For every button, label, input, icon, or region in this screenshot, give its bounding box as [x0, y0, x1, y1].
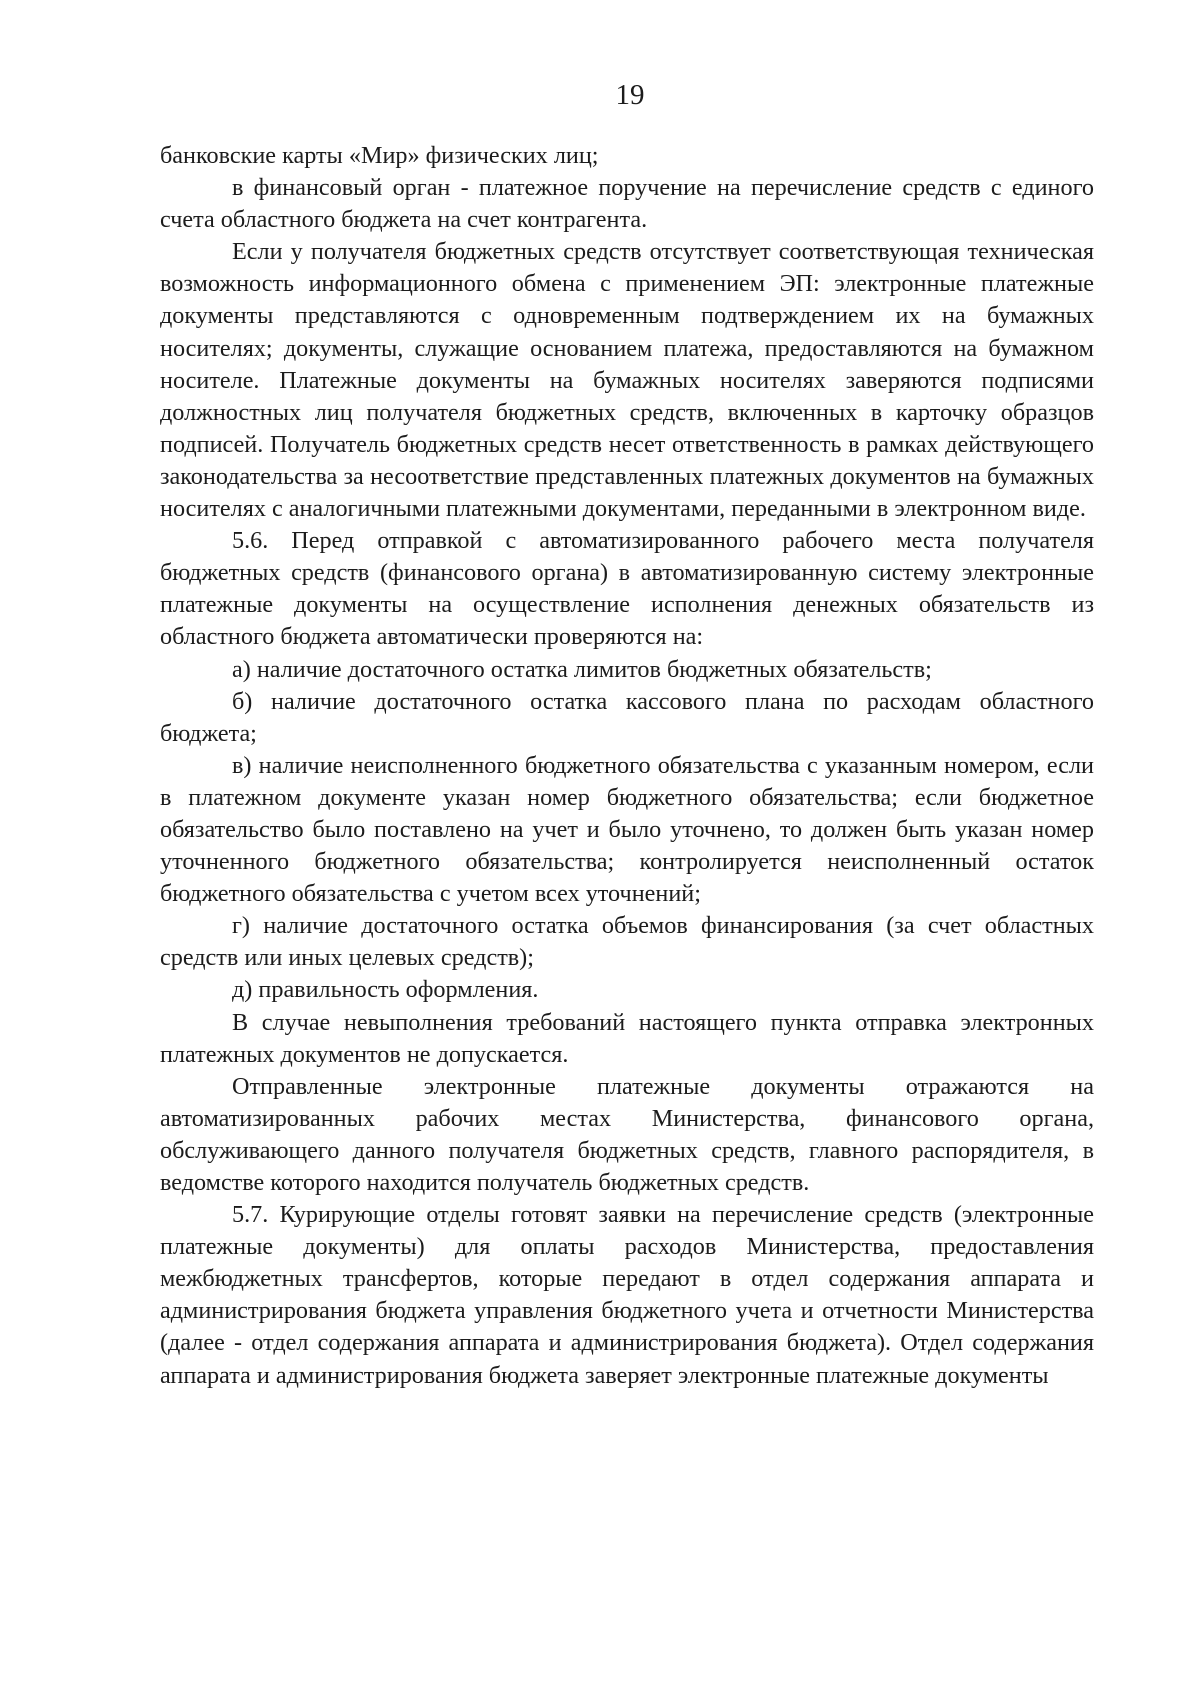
paragraph-10: В случае невыполнения требований настоящего пункта отправка электронных платежных документов не допускается.: [160, 1008, 1094, 1068]
paragraph-2: в финансовый орган - платежное поручение на перечисление средств с единого счета областного бюджета на счет контрагента.: [160, 174, 1094, 234]
paragraph-4: 5.6. Перед отправкой с автоматизированного рабочего места получателя бюджетных средств (финансового органа) в автоматизированную систему электронные платежные документы на осуществление исполнения денежных обязательств из областного бюджета автоматически проверяются на:: [160, 527, 1094, 651]
paragraph-9: д) правильность оформления.: [232, 976, 539, 1004]
paragraph-7: в) наличие неисполненного бюджетного обязательства с указанным номером, если в платежном документе указан номер бюджетного обязательства; если бюджетное обязательство было поставлено на учет и было уточнено, то должен быть указан номер уточненного бюджетного обязательства; контролируется неисполненный остаток бюджетного обязательства с учетом всех уточнений;: [160, 751, 1094, 908]
page-number: 19: [615, 79, 645, 111]
paragraph-3: Если у получателя бюджетных средств отсутствует соответствующая техническая возможность информационного обмена с применением ЭП: электронные платежные документы представляются с одновременным подтверждением их на бумажных носителях; документы, служащие основанием платежа, предоставляются на бумажном носителе. Платежные документы на бумажных носителях заверяются подписями должностных лиц получателя бюджетных средств, включенных в карточку образцов подписей. Получатель бюджетных средств несет ответственность в рамках действующего законодательства за несоответствие представленных платежных документов на бумажных носителях с аналогичными платежными документами, переданными в электронном виде.: [160, 238, 1094, 523]
paragraph-5: а) наличие достаточного остатка лимитов бюджетных обязательств;: [232, 655, 932, 683]
paragraph-8: г) наличие достаточного остатка объемов финансирования (за счет областных средств или иных целевых средств);: [160, 912, 1094, 972]
paragraph-12: 5.7. Курирующие отделы готовят заявки на перечисление средств (электронные платежные документы) для оплаты расходов Министерства, предоставления межбюджетных трансфертов, которые передают в отдел содержания аппарата и администрирования бюджета управления бюджетного учета и отчетности Министерства (далее - отдел содержания аппарата и администрирования бюджета). Отдел содержания аппарата и администрирования бюджета заверяет электронные платежные документы: [160, 1201, 1094, 1389]
paragraph-6: б) наличие достаточного остатка кассового плана по расходам областного бюджета;: [160, 687, 1094, 747]
paragraph-11: Отправленные электронные платежные документы отражаются на автоматизированных рабочих местах Министерства, финансового органа, обслуживающего данного получателя бюджетных средств, главного распорядителя, в ведомстве которого находится получатель бюджетных средств.: [160, 1072, 1094, 1196]
paragraph-1: банковские карты «Мир» физических лиц;: [160, 142, 599, 169]
document-body: [160, 140, 1094, 1392]
